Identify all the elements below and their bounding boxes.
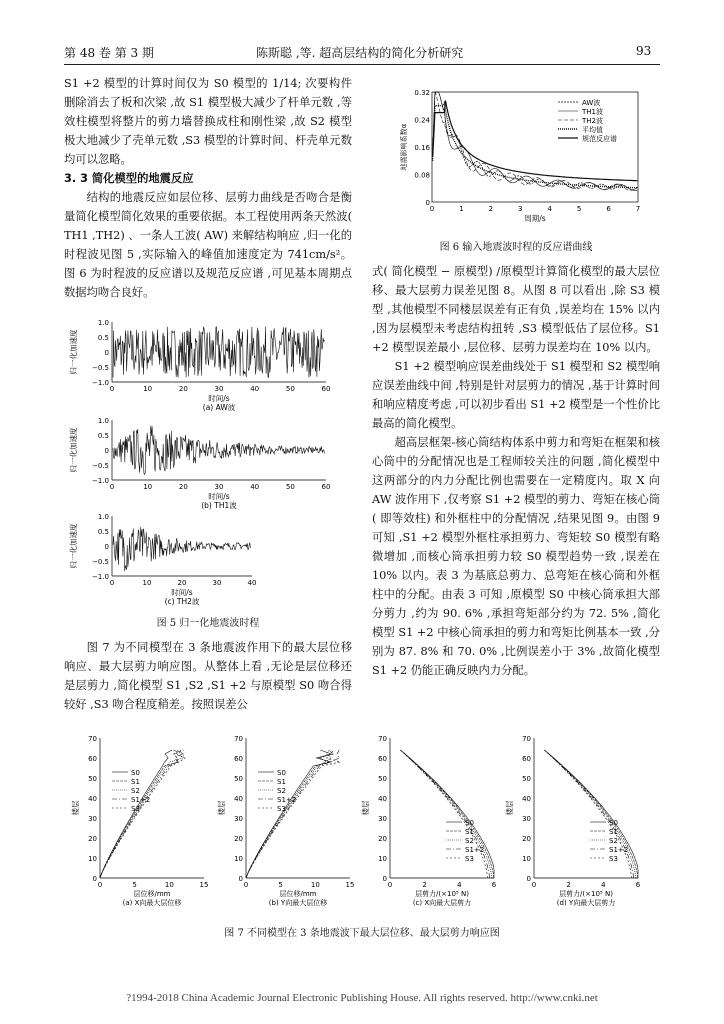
legend-label: S1 <box>277 778 286 786</box>
y-axis-label: 楼层 <box>505 800 514 816</box>
y-tick-label: −0.5 <box>92 364 109 372</box>
subfigure-label: (c) X向最大层剪力 <box>412 899 472 907</box>
y-tick-label: 10 <box>234 855 243 863</box>
x-tick-label: 4 <box>601 881 606 889</box>
subfigure-label: (b) TH1波 <box>201 501 237 510</box>
series-s3 <box>246 750 340 878</box>
x-axis-label: 层位移/mm <box>133 890 171 898</box>
journal-volume: 第 48 卷 第 3 期 <box>64 46 154 60</box>
y-tick-label: 70 <box>378 735 387 743</box>
x-tick-label: 5 <box>576 205 582 213</box>
y-tick-label: 70 <box>88 735 97 743</box>
fig6-chart <box>396 88 656 236</box>
y-tick-label: 30 <box>378 815 387 823</box>
legend-label: S2 <box>131 787 140 795</box>
y-tick-label: 30 <box>88 815 97 823</box>
paragraph: 超高层框架-核心筒结构体系中剪力和弯矩在框架和核心筒中的分配情况也是工程师较关注的问题 ,简化模型中这两部分的内力分配比例也需要在一定精度内。取 X 向 AW 波作用下 ,仅考察 S1 +2 模型的剪力、弯矩在核心筒( 即等效柱) 和外框柱中的分配情况 ,结果见图 9。由图 9 可知 ,S1 +2 模型外框柱承担剪力、弯矩较 S0 模型有略微增加 ,而核心筒承担剪力较 S0 模型趋势一致 ,误差在 10% 以内。表 3 为基底总剪力、总弯矩在核心筒和外框柱中的分配。由表 3 可知 ,原模型 S0 中核心筒承担大部分剪力 ,约为 90. 6% ,承担弯矩部分约为 72. 5% ,简化模型 S1 +2 中核心筒承担的剪力和弯矩比例基本一致 ,分别为 87. 8% 和 70. 0% ,比例误差小于 3% ,故简化模型 S1 +2 仍能正确反映内力分配。 <box>372 436 660 677</box>
x-tick-label: 10 <box>143 385 153 393</box>
legend-label: S3 <box>131 805 140 813</box>
left-column-top <box>64 74 352 302</box>
y-tick-label: 70 <box>522 735 531 743</box>
y-axis-label: 楼层 <box>361 800 370 816</box>
series-s2 <box>100 750 184 878</box>
subfigure-label: (a) AW波 <box>202 403 236 412</box>
y-tick-label: 0.16 <box>414 144 430 152</box>
x-tick-label: 0 <box>97 881 103 889</box>
y-tick-label: 0 <box>526 875 531 883</box>
legend-label: 规范反应谱 <box>582 135 617 143</box>
legend-label: S1 <box>131 778 140 786</box>
y-tick-label: −1.0 <box>92 477 109 485</box>
running-title: 陈斯聪 ,等. 超高层结构的简化分析研究 <box>256 46 464 60</box>
waveform-series <box>113 426 324 475</box>
page-number: 93 <box>636 44 652 58</box>
section-heading: 3. 3 简化模型的地震反应 <box>64 172 194 185</box>
y-tick-label: 20 <box>522 835 531 843</box>
series-s0 <box>544 750 638 878</box>
x-axis-label: 时间/s <box>171 588 193 597</box>
x-tick-label: 0 <box>109 579 115 587</box>
x-tick-label: 0 <box>109 385 115 393</box>
x-axis-label: 时间/s <box>208 394 230 403</box>
x-tick-label: 6 <box>491 881 497 889</box>
x-tick-label: 40 <box>250 385 260 393</box>
x-tick-label: 30 <box>214 483 224 491</box>
subfigure-label: (a) X向最大层位移 <box>122 899 182 907</box>
y-tick-label: 1.0 <box>97 319 109 327</box>
series-s1-2 <box>400 750 489 878</box>
figure-6 <box>396 88 656 240</box>
x-tick-label: 40 <box>250 483 260 491</box>
copyright-footer: ?1994-2018 China Academic Journal Electronic Publishing House. All rights reserved. http://www.cnki.net <box>126 992 598 1004</box>
legend-label: AW波 <box>582 99 601 107</box>
subfigure-label: (d) Y向最大层剪力 <box>556 899 616 907</box>
x-tick-label: 0 <box>387 881 393 889</box>
series-s1-2 <box>544 750 633 878</box>
y-tick-label: 0 <box>104 349 109 357</box>
y-tick-label: 70 <box>234 735 243 743</box>
y-tick-label: 0 <box>104 447 109 455</box>
figure-7-caption: 图 7 不同模型在 3 条地震波下最大层位移、最大层剪力响应图 <box>224 928 500 939</box>
y-tick-label: 40 <box>378 795 387 803</box>
subfigure-label: (c) TH2波 <box>164 597 200 606</box>
y-axis-label: 地震影响系数α <box>400 123 408 171</box>
series-s3 <box>544 750 631 878</box>
x-tick-label: 10 <box>142 579 152 587</box>
series-s0 <box>400 750 494 878</box>
x-tick-label: 20 <box>178 483 188 491</box>
legend-label: S2 <box>277 787 286 795</box>
y-tick-label: −0.5 <box>92 462 109 470</box>
x-tick-label: 50 <box>285 385 295 393</box>
x-tick-label: 0 <box>429 205 435 213</box>
x-tick-label: 3 <box>518 205 523 213</box>
y-tick-label: 20 <box>234 835 243 843</box>
series-s0 <box>246 750 331 878</box>
legend-label: S2 <box>465 837 474 845</box>
y-tick-label: 50 <box>378 775 387 783</box>
y-tick-label: 1.0 <box>97 417 109 425</box>
y-tick-label: 60 <box>88 755 97 763</box>
legend-label: S1+2 <box>131 796 151 804</box>
legend-label: S2 <box>609 837 618 845</box>
legend-label: TH2波 <box>582 117 603 125</box>
series-s1 <box>400 750 493 878</box>
x-tick-label: 4 <box>457 881 462 889</box>
x-tick-label: 7 <box>635 205 641 213</box>
figure-7 <box>64 732 664 918</box>
x-axis-label: 层剪力/(×10⁵ N) <box>415 890 469 898</box>
legend-label: S3 <box>609 855 618 863</box>
legend-label: S1+2 <box>277 796 297 804</box>
waveform-series <box>113 527 250 571</box>
x-tick-label: 5 <box>278 881 283 889</box>
x-tick-label: 1 <box>459 205 464 213</box>
series-s2 <box>544 750 635 878</box>
x-axis-label: 时间/s <box>208 492 230 501</box>
x-axis-label: 层位移/mm <box>279 890 317 898</box>
waveform-series <box>113 327 324 378</box>
series-s3 <box>400 750 487 878</box>
x-tick-label: 5 <box>132 881 137 889</box>
figure-5-caption: 图 5 归一化地震波时程 <box>156 618 260 629</box>
y-tick-label: 0.5 <box>97 334 109 342</box>
subfigure-label: (b) Y向最大层位移 <box>268 899 328 907</box>
right-column <box>372 262 660 680</box>
y-tick-label: 0.5 <box>97 528 109 536</box>
x-tick-label: 50 <box>285 483 295 491</box>
paragraph: S1 +2 模型响应误差曲线处于 S1 模型和 S2 模型响应误差曲线中间 ,特别是针对层剪力的情况 ,基于计算时间和响应精度考虑 ,可以初步看出 S1 +2 模型是一个性价比最高的简化模型。 <box>372 360 660 430</box>
y-axis-label: 楼层 <box>71 800 80 816</box>
figure-5 <box>66 318 356 617</box>
y-tick-label: 40 <box>88 795 97 803</box>
x-tick-label: 30 <box>214 385 224 393</box>
series-s1 <box>246 750 333 878</box>
y-tick-label: 10 <box>378 855 387 863</box>
legend-label: S0 <box>465 819 474 827</box>
paragraph: 式( 简化模型 − 原模型) /原模型计算简化模型的最大层位移、最大层剪力误差见图 8。从图 8 可以看出 ,除 S3 模型 ,其他模型不同楼层误差有正有负 ,误差均在 15% 以内 ,因为层模型未考虑结构扭转 ,S3 模型低估了层位移。S1 +2 模型误差最小 ,层位移、层剪力误差均在 10% 以内。 <box>372 265 660 354</box>
legend-label: S1+2 <box>609 846 629 854</box>
y-axis-label: 归一化加速度 <box>69 427 78 473</box>
y-tick-label: 1.0 <box>97 513 109 521</box>
paragraph: 结构的地震反应如层位移、层剪力曲线是否吻合是衡量简化模型简化效果的重要依据。本工程使用两条天然波( TH1 ,TH2) 、一条人工波( AW) 来解结构响应 ,归一化的时程波见图 5 ,实际输入的峰值加速度定为 741cm/s²。图 6 为时程波的反应谱以及规范反应谱 ,可见基本周期点数据均吻合良好。 <box>64 191 352 299</box>
paragraph: S1 +2 模型的计算时间仅为 S0 模型的 1/14; 次要构件删除消去了板和次梁 ,故 S1 模型极大减少了杆单元数 ,等效柱模型将整片的剪力墙替换成柱和刚性梁 ,故 S2 模型极大地减少了壳单元数 ,S3 模型的计算时间、杆壳单元数均可以忽略。 <box>64 77 352 166</box>
x-tick-label: 15 <box>345 881 355 889</box>
x-tick-label: 20 <box>177 579 187 587</box>
series-s1-2 <box>100 750 182 878</box>
x-axis-label: 周期/s <box>524 214 546 223</box>
series-s1-2 <box>246 750 339 878</box>
x-tick-label: 15 <box>199 881 209 889</box>
left-column-bottom <box>64 638 352 714</box>
series-s1 <box>544 750 637 878</box>
legend-label: TH1波 <box>582 108 603 116</box>
x-tick-label: 0 <box>531 881 537 889</box>
y-tick-label: 50 <box>522 775 531 783</box>
y-axis-label: 归一化加速度 <box>69 523 78 569</box>
x-tick-label: 10 <box>310 881 320 889</box>
fig7-chart <box>64 732 664 914</box>
series-s2 <box>246 750 331 878</box>
y-tick-label: 60 <box>234 755 243 763</box>
x-tick-label: 2 <box>422 881 427 889</box>
x-tick-label: 6 <box>635 881 641 889</box>
x-tick-label: 2 <box>566 881 571 889</box>
legend-label: S0 <box>609 819 618 827</box>
y-tick-label: 40 <box>234 795 243 803</box>
fig5-chart <box>66 318 356 613</box>
legend-label: 平均值 <box>582 126 603 134</box>
paragraph: 图 7 为不同模型在 3 条地震波作用下的最大层位移响应、最大层剪力响应图。从整体上看 ,无论是层位移还是层剪力 ,简化模型 S1 ,S2 ,S1 +2 与原模型 S0 吻合得较好 ,S3 吻合程度稍差。按照误差公 <box>64 641 352 711</box>
y-tick-label: 20 <box>378 835 387 843</box>
y-tick-label: 0 <box>425 199 430 207</box>
y-tick-label: 50 <box>88 775 97 783</box>
y-tick-label: 10 <box>522 855 531 863</box>
average-series <box>433 103 638 188</box>
x-tick-label: 60 <box>321 385 331 393</box>
y-tick-label: 0.24 <box>414 116 430 125</box>
y-tick-label: −0.5 <box>92 558 109 566</box>
series-s3 <box>100 750 185 878</box>
header-rule <box>64 64 660 65</box>
y-tick-label: 30 <box>234 815 243 823</box>
x-tick-label: 4 <box>547 205 552 213</box>
x-tick-label: 10 <box>143 483 153 491</box>
y-tick-label: 60 <box>378 755 387 763</box>
y-tick-label: 10 <box>88 855 97 863</box>
x-tick-label: 60 <box>321 483 331 491</box>
legend-label: S3 <box>277 805 286 813</box>
y-tick-label: 0 <box>104 543 109 551</box>
y-tick-label: 0.32 <box>414 89 430 97</box>
legend-label: S1+2 <box>465 846 485 854</box>
y-tick-label: 30 <box>522 815 531 823</box>
x-tick-label: 2 <box>488 205 494 213</box>
legend-label: S0 <box>131 769 140 777</box>
x-tick-label: 20 <box>178 385 188 393</box>
x-tick-label: 10 <box>164 881 174 889</box>
y-tick-label: 60 <box>522 755 531 763</box>
y-tick-label: 0.5 <box>97 432 109 440</box>
legend-label: S0 <box>277 769 286 777</box>
x-tick-label: 0 <box>109 483 115 491</box>
x-axis-label: 层剪力/(×10⁵ N) <box>559 890 613 898</box>
x-tick-label: 40 <box>247 579 257 587</box>
y-tick-label: 0 <box>92 875 97 883</box>
figure-6-caption: 图 6 输入地震波时程的反应谱曲线 <box>439 242 593 253</box>
legend-label: S3 <box>465 855 474 863</box>
y-tick-label: 20 <box>88 835 97 843</box>
y-tick-label: −1.0 <box>92 379 109 387</box>
legend-label: S1 <box>465 828 474 836</box>
x-tick-label: 0 <box>243 881 249 889</box>
y-tick-label: 40 <box>522 795 531 803</box>
y-axis-label: 归一化加速度 <box>69 329 78 375</box>
y-tick-label: 50 <box>234 775 243 783</box>
y-tick-label: −1.0 <box>92 573 109 581</box>
y-tick-label: 0 <box>238 875 243 883</box>
x-tick-label: 6 <box>606 205 611 213</box>
y-tick-label: 0.08 <box>414 171 430 180</box>
x-tick-label: 30 <box>212 579 222 587</box>
series-s2 <box>400 750 491 878</box>
legend-label: S1 <box>609 828 618 836</box>
y-tick-label: 0 <box>382 875 387 883</box>
y-axis-label: 楼层 <box>217 800 226 816</box>
